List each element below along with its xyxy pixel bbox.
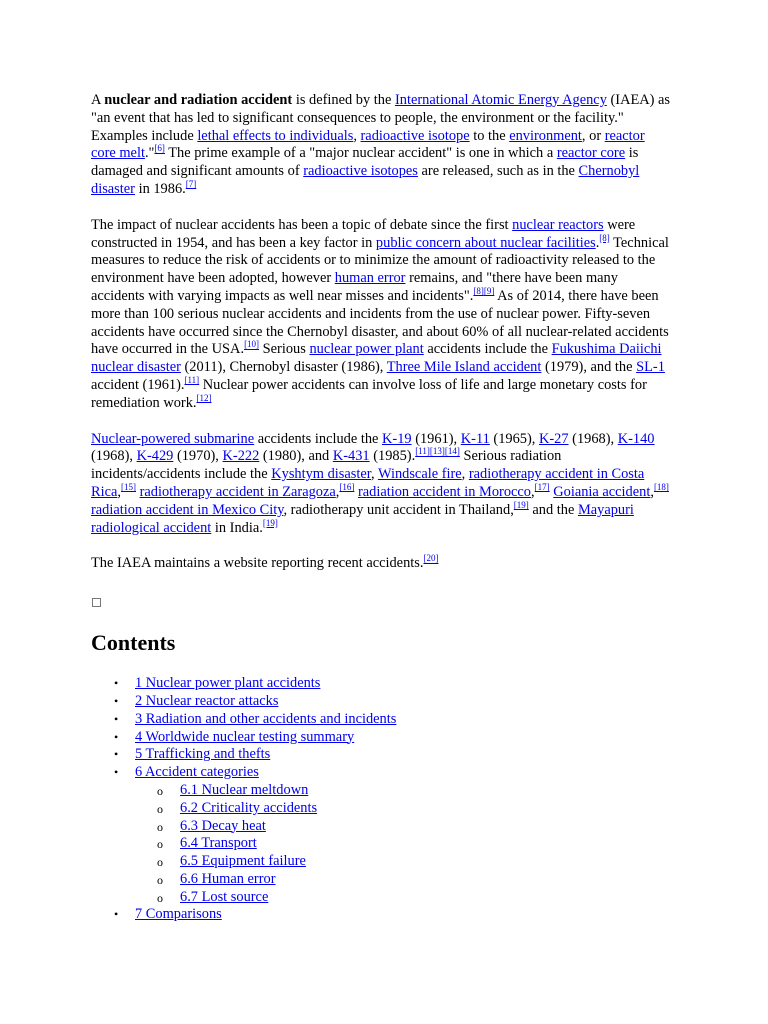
citation [423,554,438,564]
toc-item [91,729,671,747]
citation [473,286,494,296]
citation-link[interactable]: [19] [262,517,278,528]
link-nuclear-submarine[interactable]: Nuclear-powered submarine [91,430,255,447]
link-zaragoza[interactable]: radiotherapy accident in Zaragoza [139,483,336,500]
citation [599,233,610,243]
text: in 1986. [134,180,186,197]
link-radioactive-isotope[interactable]: radioactive isotope [360,127,470,144]
link-k11[interactable]: K-11 [460,430,490,447]
text: are released, such as in the [417,163,579,180]
text: Nuclear power accidents can involve loss of life and large monetary costs for remediation work. [91,376,647,411]
link-reactor-core-melt[interactable]: reactor core melt [91,127,645,162]
text: in India. [211,519,263,536]
toc-subitem [135,818,671,836]
link-k19[interactable]: K-19 [382,430,412,447]
citation [415,447,460,457]
link-k429[interactable]: K-429 [136,448,174,465]
link-radioactive-isotopes[interactable]: radioactive isotopes [303,163,418,180]
citation-link[interactable]: [8] [473,286,484,297]
link-three-mile-island[interactable]: Three Mile Island accident [386,359,542,376]
text: , or [581,127,605,144]
link-chernobyl-disaster[interactable]: Chernobyl disaster [91,163,640,197]
citation-link[interactable]: [6] [154,143,165,154]
text: accidents include the [254,430,383,447]
citation [339,482,354,492]
bullet-icon: • [114,729,119,744]
link-public-concern[interactable]: public concern about nuclear facilities [375,234,596,251]
toc-item [91,906,671,924]
toc-sublink[interactable]: 6.2 Criticality accidents [180,799,318,816]
toc-sublink[interactable]: 6.6 Human error [180,870,276,887]
bullet-icon: • [114,747,119,762]
text: accident (1961). [91,376,185,393]
toc-item [91,693,671,711]
citation [197,393,212,403]
toc-sublink[interactable]: 6.7 Lost source [180,888,269,905]
citation [244,340,259,350]
citation-link[interactable]: [14] [444,446,460,457]
text: (IAEA) as "an event that has led to significant consequences to people, the environment or the facility." Examples include [91,92,671,144]
toc-link[interactable]: 7 Comparisons [135,906,222,923]
citation [514,500,529,510]
sub-bullet-icon: o [157,837,163,852]
link-human-error[interactable]: human error [334,270,406,287]
toc-link[interactable]: 5 Trafficking and thefts [135,746,271,763]
toc-subitem [135,853,671,871]
citation-link[interactable]: [17] [534,482,550,493]
sub-bullet-icon: o [157,872,163,887]
text: and the [528,501,578,518]
text: (1961), [411,430,461,447]
text: (1980), and [259,448,333,465]
sub-bullet-icon: o [157,801,163,816]
text: Serious [259,341,310,358]
text: A [91,92,105,108]
text: , [650,483,654,500]
citation-link[interactable]: [10] [244,339,260,350]
link-costa-rica[interactable]: radiotherapy accident in Costa Rica [91,466,645,500]
text: , [335,483,340,500]
citation-link[interactable]: [8] [599,232,610,243]
sub-bullet-icon: o [157,890,163,905]
citation [186,179,197,189]
bullet-icon: • [114,711,119,726]
link-nuclear-reactors[interactable]: nuclear reactors [512,216,604,233]
toc-sublink[interactable]: 6.4 Transport [180,835,257,852]
citation-link[interactable]: [13] [429,446,445,457]
text: The prime example of a "major nuclear accident" is one in which a [164,145,557,162]
bullet-icon: • [114,676,119,691]
link-environment[interactable]: environment [509,127,582,144]
bullet-icon: • [114,693,119,708]
citation-link[interactable]: [11] [415,446,430,457]
link-reactor-core[interactable]: reactor core [556,145,626,162]
link-mayapuri[interactable]: Mayapuri radiological accident [91,501,634,536]
toc-item [91,711,671,729]
text: remains, and "there have been many accidents with varying impacts as well near misses and incidents". [91,270,618,304]
toc-sublink[interactable]: 6.1 Nuclear meltdown [180,781,309,798]
link-kyshtym[interactable]: Kyshtym disaster [271,466,371,483]
toc-link[interactable]: 2 Nuclear reactor attacks [135,692,279,709]
link-k140[interactable]: K-140 [617,430,655,447]
link-sl1[interactable]: SL-1 [636,359,665,376]
paragraph-iaea-website [91,555,671,573]
toc-link[interactable]: 4 Worldwide nuclear testing summary [135,728,355,745]
text: (1968), [568,430,618,447]
text: (1970), [173,448,223,465]
text: accidents include the [423,341,552,358]
toc-link[interactable]: 6 Accident categories [135,764,259,781]
citation-link[interactable]: [15] [120,482,136,493]
text: The IAEA maintains a website reporting recent accidents. [91,555,424,572]
text: ." [144,145,155,162]
link-mexico-city[interactable]: radiation accident in Mexico City [91,501,284,518]
toc-sublink[interactable]: 6.5 Equipment failure [180,853,306,870]
text: Serious radiation incidents/accidents include the [91,448,562,483]
toc-sublist [135,782,671,907]
text: were constructed in 1954, and has been a key factor in [91,216,636,251]
link-iaea[interactable]: International Atomic Energy Agency [394,92,607,108]
toc-subitem [135,782,671,800]
bullet-icon: • [114,907,119,922]
contents-heading: Contents [91,630,176,656]
text: The impact of nuclear accidents has been a topic of debate since the first [91,216,513,233]
citation-link[interactable]: [20] [423,553,439,564]
toc-item [91,764,671,906]
toc-subitem [135,889,671,907]
toc-subitem [135,835,671,853]
link-goiania[interactable]: Goiania accident [553,483,651,500]
text: , [117,483,121,500]
toc-subitem [135,800,671,818]
citation [535,482,550,492]
toc-sublink[interactable]: 6.3 Decay heat [180,817,266,834]
citation [121,482,136,492]
citation [185,375,200,385]
citation-link[interactable]: [19] [513,499,529,510]
toc-item [91,746,671,764]
text: Technical measures to reduce the risk of accidents or to minimize the amount of radioactivity released to the environment have been adopted, however [91,234,669,287]
text: , [371,466,378,483]
text: , [353,127,361,144]
citation-link[interactable]: [9] [483,286,495,297]
sub-bullet-icon: o [157,783,163,798]
link-k431[interactable]: K-431 [332,448,370,465]
paragraph-impact [91,217,671,413]
text: (1985). [369,448,416,465]
text: , [461,466,469,483]
article-body [91,92,671,924]
citation [654,482,669,492]
text: . [595,234,600,251]
toc-item [91,675,671,693]
text: is defined by the [292,92,395,108]
sub-bullet-icon: o [157,819,163,834]
text: (1968), [91,448,137,465]
bold-term: nuclear and radiation accident [104,92,293,108]
toc-toggle-checkbox[interactable] [92,598,101,607]
bullet-icon: • [114,765,119,780]
citation-link[interactable]: [11] [184,375,200,386]
link-k27[interactable]: K-27 [538,430,569,447]
citation-link[interactable]: [7] [185,179,197,190]
link-morocco[interactable]: radiation accident in Morocco [357,483,532,500]
citation [263,518,278,528]
toc-link[interactable]: 3 Radiation and other accidents and incidents [135,710,397,727]
toc-link[interactable]: 1 Nuclear power plant accidents [135,675,321,692]
paragraph-submarines [91,431,671,538]
text: (2011), Chernobyl disaster (1986), [180,359,387,376]
link-windscale[interactable]: Windscale fire [377,466,462,483]
citation-link[interactable]: [16] [339,482,355,493]
text: , radiotherapy unit accident in Thailand, [283,501,514,518]
citation [154,144,165,154]
table-of-contents [91,675,671,924]
text: is damaged and significant amounts of [91,145,639,180]
citation-link[interactable]: [18] [653,482,669,493]
link-fukushima[interactable]: Fukushima Daiichi nuclear disaster [91,341,662,376]
link-lethal-effects[interactable]: lethal effects to individuals [197,127,354,144]
text: As of 2014, there have been more than 100 serious nuclear accidents and incidents from the use of nuclear power. Fifty-seven accidents have occurred since the Chernobyl disaster, and about 60% of all nuclear-related accidents have occurred in the USA. [91,287,669,358]
link-k222[interactable]: K-222 [222,448,260,465]
citation-link[interactable]: [12] [196,392,212,403]
text: to the [469,127,510,144]
sub-bullet-icon: o [157,855,163,870]
link-nuclear-power-plant[interactable]: nuclear power plant [309,341,424,358]
text: (1979), and the [541,359,637,376]
paragraph-intro [91,92,671,199]
text: , [531,483,535,500]
text: (1965), [489,430,539,447]
toc-subitem [135,871,671,889]
